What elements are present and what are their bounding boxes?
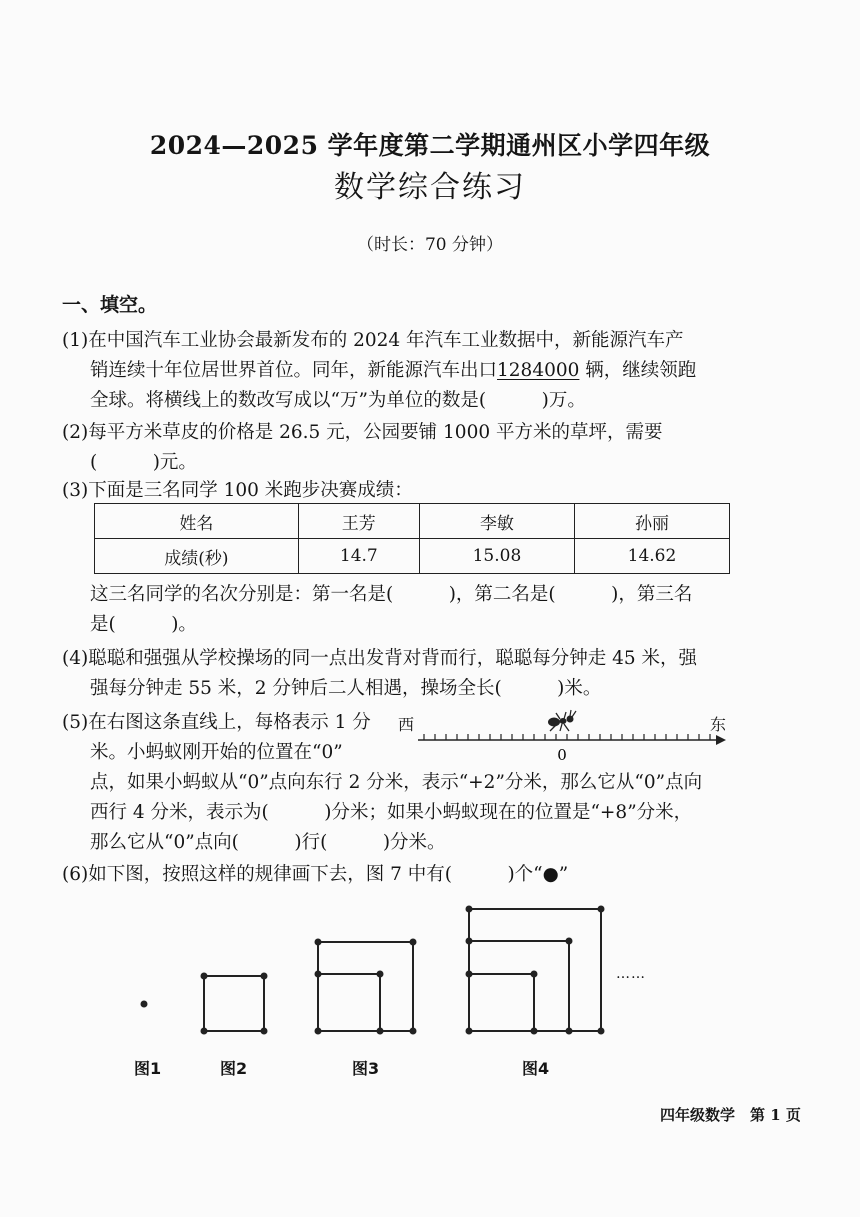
table-header-cell: 王芳 xyxy=(298,504,419,539)
table-header-cell: 姓名 xyxy=(95,504,299,539)
table-cell: 15.08 xyxy=(419,539,574,574)
q5-line2: 米。小蚂蚁刚开始的位置在“0” xyxy=(90,742,343,763)
q4-line2: 强每分钟走 55 米，2 分钟后二人相遇，操场全长( )米。 xyxy=(90,678,602,699)
q5-line5: 那么它从“0”点向( )行( )分米。 xyxy=(90,832,446,853)
number-line xyxy=(410,700,730,766)
east-label: 东 xyxy=(710,715,727,734)
q1-line2 xyxy=(90,356,696,382)
q3-line3: 是( )。 xyxy=(90,614,197,635)
table-header-row xyxy=(95,504,730,539)
q1-line3: 全球。将横线上的数改写成以“万”为单位的数是( )万。 xyxy=(90,390,586,411)
table-cell: 14.7 xyxy=(298,539,419,574)
q5-line4: 西行 4 分米，表示为( )分米；如果小蚂蚁现在的位置是“+8”分米， xyxy=(90,802,693,823)
fig3-squares xyxy=(318,942,413,1031)
q2-line1: (2)每平方米草皮的价格是 26.5 元，公园要铺 1000 平方米的草坪，需要 xyxy=(62,422,663,443)
west-label: 西 xyxy=(398,715,415,734)
q3-line1: (3)下面是三名同学 100 米跑步决赛成绩： xyxy=(62,480,413,501)
ant-icon xyxy=(548,710,576,731)
fig-label: 图2 xyxy=(220,1059,248,1078)
section-heading: 一、填空。 xyxy=(62,294,158,316)
number-line-ticks xyxy=(424,734,710,740)
underlined-number: 1284000 xyxy=(497,360,580,381)
page-footer: 四年级数学 第 1 页 xyxy=(660,1106,801,1124)
ellipsis: …… xyxy=(616,966,646,982)
table-header-cell: 孙丽 xyxy=(574,504,729,539)
q4-line1: (4)聪聪和强强从学校操场的同一点出发背对背而行，聪聪每分钟走 45 米，强 xyxy=(62,648,698,669)
table-cell: 14.62 xyxy=(574,539,729,574)
figure-dots xyxy=(201,906,605,1035)
table-header-cell: 李敏 xyxy=(419,504,574,539)
fig2-square xyxy=(204,976,264,1031)
zero-label: 0 xyxy=(557,746,567,764)
exam-duration: （时长：70 分钟） xyxy=(356,235,504,255)
q5-line1: (5)在右图这条直线上，每格表示 1 分 xyxy=(62,712,371,733)
q1-line2-text-a: 销连续十年位居世界首位。同年，新能源汽车出口 xyxy=(90,360,498,381)
fig1-dot xyxy=(141,1001,148,1008)
dot-pattern-figures xyxy=(120,895,640,1045)
q1-line2-text-b: 辆，继续领跑 xyxy=(579,360,697,381)
fig-label: 图1 xyxy=(134,1059,162,1078)
fig-label: 图3 xyxy=(352,1059,380,1078)
fig-label: 图4 xyxy=(522,1059,550,1078)
q1-line1: (1)在中国汽车工业协会最新发布的 2024 年汽车工业数据中，新能源汽车产 xyxy=(62,330,684,351)
fig4-squares xyxy=(469,909,601,1031)
q5-line3: 点，如果小蚂蚁从“0”点向东行 2 分米，表示“+2”分米，那么它从“0”点向 xyxy=(90,772,703,793)
table-row xyxy=(95,539,730,574)
exam-subtitle: 数学综合练习 xyxy=(334,170,526,205)
q2-line2: ( )元。 xyxy=(90,452,197,473)
table-cell: 成绩(秒) xyxy=(95,539,299,574)
q6-line1: (6)如下图，按照这样的规律画下去，图 7 中有( )个“●” xyxy=(62,864,569,885)
exam-title: 2024—2025 学年度第二学期通州区小学四年级 xyxy=(149,131,711,160)
score-table xyxy=(94,503,730,574)
arrow-right-icon xyxy=(716,735,726,745)
q3-line2: 这三名同学的名次分别是：第一名是( )，第二名是( )，第三名 xyxy=(90,584,693,605)
